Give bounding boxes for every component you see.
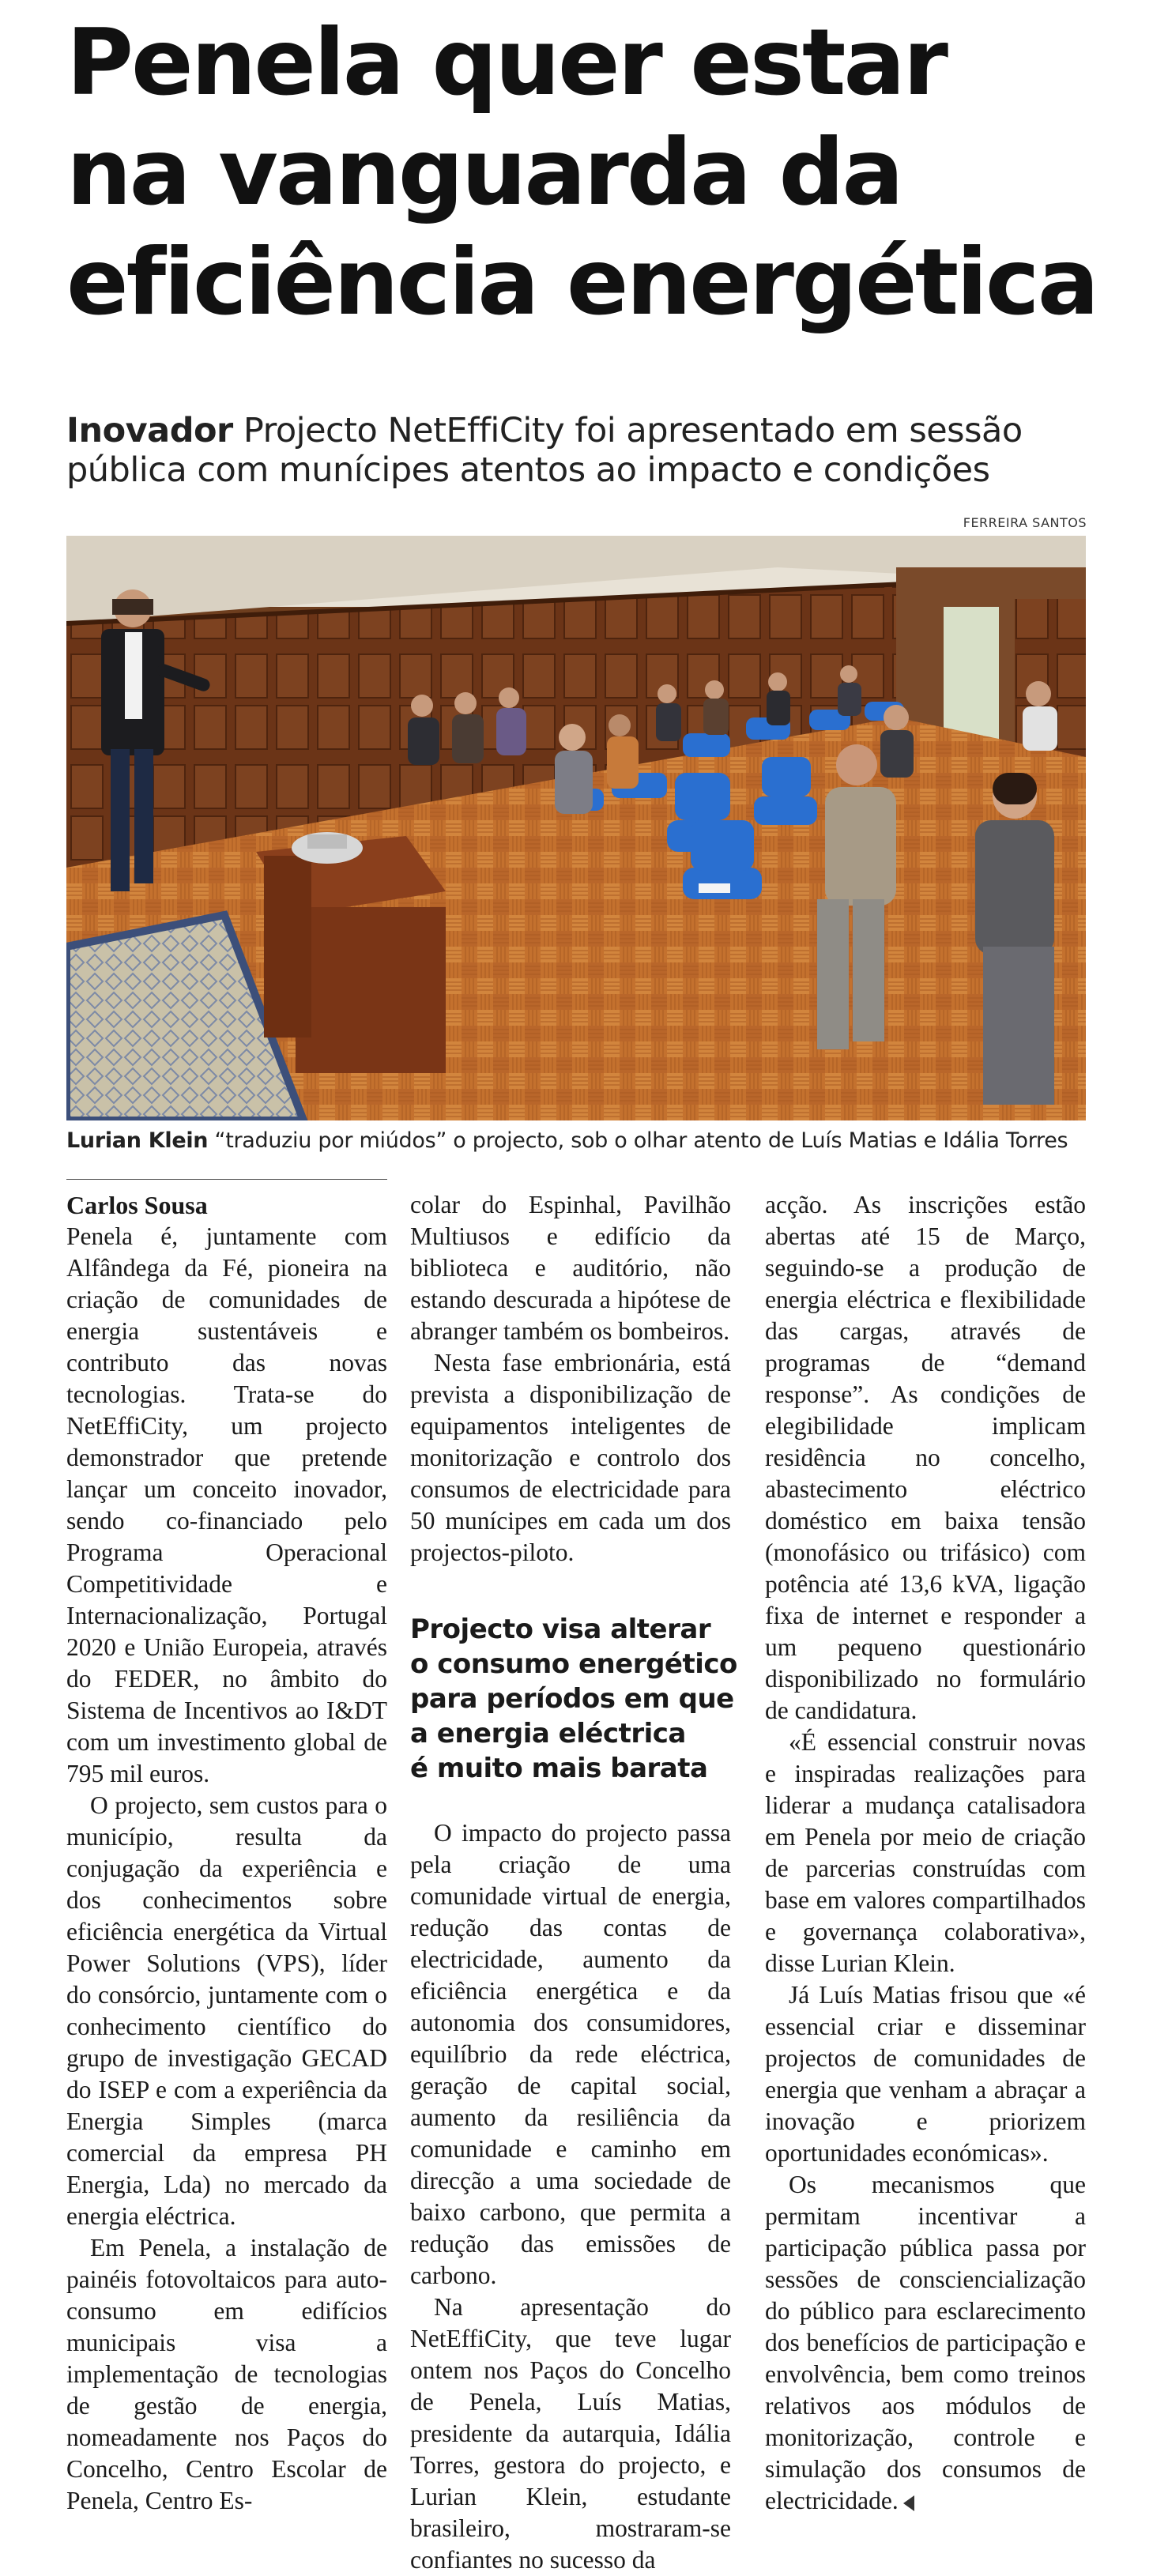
body-paragraph-1: Penela é, juntamente com Alfândega da Fé, pioneira na criação de comunidades de energia sustentáveis e contributo das novas tecnologias. Trata-se do NetEffiCity, um projecto demonstrador que pretende lançar um conceito inovador, sendo co-financiado pelo Programa Operacional Competitividade e Internacionalização, Portugal 2020 e União Europeia, através do FEDER, no âmbito do Sistema de Incentivos ao I&DT com um investimento global de 795 mil euros. [66,1222,387,1787]
photo-credit: FERREIRA SANTOS [963,515,1087,530]
pull-quote-line-5: é muito mais barata [410,1753,708,1784]
column-2-lower [410,1817,731,2576]
headline [66,8,1110,337]
body-paragraph-7: «É essencial construir novas e inspiradas realizações para liderar a mudança catalisadora em Penela por meio de criação de parcerias construídas com base em valores compartilhados e governança colaborativa», disse Lurian Klein. [765,1728,1086,1977]
pull-quote-line-1: Projecto visa alterar [410,1614,711,1645]
column-2 [410,1189,731,1569]
lead [66,411,1094,490]
headline-line-3: eficiência energética [66,229,1097,336]
lead-line-2: pública com munícipes atentos ao impacto e condições [66,450,990,490]
body-paragraph-4: Nesta fase embrionária, está prevista a disponibilização de equipamentos inteligentes de monitorização e controlo dos consumos de electricidade para 50 munícipes em cada um dos projectos-piloto. [410,1349,731,1566]
caption-name: Lurian Klein [66,1128,209,1153]
lead-kicker: Inovador [66,411,233,450]
body-paragraph-5: O impacto do projecto passa pela criação de uma comunidade virtual de energia, redução das contas de electricidade, aumento da eficiência energética e da autonomia dos consumidores, equilíbrio da rede eléctrica, geração de capital social, aumento da resiliência da comunidade e caminho em direcção a uma sociedade de baixo carbono, que permita a redução das emissões de carbono. [410,1819,731,2289]
body-paragraph-8: Já Luís Matias frisou que «é essencial criar e disseminar projectos de comunidades de energia que venham a abraçar a inovação e priorizem oportunidades económicas». [765,1981,1086,2167]
lead-text-1: Projecto NetEffiCity foi apresentado em sessão [243,411,1023,450]
pull-quote-line-2: o consumo energético [410,1648,737,1680]
body-paragraph-9-text: Os mecanismos que permitam incentivar a participação pública passa por sessões de consciencialização do público para esclarecimento dos benefícios de participação e envolvência, bem como treinos relativos aos módulos de monitorização, controle e simulação dos consumos de electricidade. [765,2171,1086,2514]
body-paragraph-2: O projecto, sem custos para o município, resulta da conjugação da experiência e dos conhecimentos sobre eficiência energética da Virtual Power Solutions (VPS), líder do consórcio, juntamente com o conhecimento científico do grupo de investigação GECAD do ISEP e com a experiência da Energia Simples (marca comercial da empresa PH Energia, Lda) no mercado da energia eléctrica. [66,1791,387,2230]
body-paragraph-9 [765,2169,1086,2517]
pull-quote-line-3: para períodos em que [410,1683,734,1715]
byline-rule [66,1179,387,1180]
triangle-left-icon [903,2495,914,2511]
article-photo [66,536,1086,1120]
body-paragraph-3a: Em Penela, a instalação de painéis fotovoltaicos para auto-consumo em edifícios municipais visa a implementação de tecnologias de gestão de energia, nomeadamente nos Paços do Concelho, Centro Escolar de Penela, Centro Es- [66,2234,387,2514]
headline-line-2: na vanguarda da [66,119,902,226]
byline: Carlos Sousa [66,1191,208,1219]
pull-quote [410,1612,737,1786]
photo-caption [66,1125,1094,1157]
column-3 [765,1189,1086,2517]
photo-illustration [66,536,1086,1120]
caption-text: “traduziu por miúdos” o projecto, sob o olhar atento de Luís Matias e Idália Torres [214,1128,1068,1153]
headline-line-1: Penela quer estar [66,9,946,116]
lead-line-1 [66,411,1094,450]
pull-quote-line-4: a energia eléctrica [410,1718,686,1749]
body-paragraph-6a: Na apresentação do NetEffiCity, que teve lugar ontem nos Paços do Concelho de Penela, Luís Matias, presidente da autarquia, Idália Torres, gestora do projecto, e Lurian Klein, estudante brasileiro, mostraram-se confiantes no sucesso da [410,2293,731,2574]
column-1 [66,1189,387,2517]
body-paragraph-3b: colar do Espinhal, Pavilhão Multiusos e edifício da biblioteca e auditório, não estando descurada a hipótese de abranger também os bombeiros. [410,1191,731,1345]
body-paragraph-6b: acção. As inscrições estão abertas até 15 de Março, seguindo-se a produção de energia eléctrica e flexibilidade das cargas, através de programas de “demand response”. As condições de elegibilidade implicam residência no concelho, abastecimento eléctrico doméstico em baixa tensão (monofásico ou trifásico) com potência até 13,6 kVA, ligação fixa de internet e responder a um pequeno questionário disponibilizado no formulário de candidatura. [765,1191,1086,1724]
